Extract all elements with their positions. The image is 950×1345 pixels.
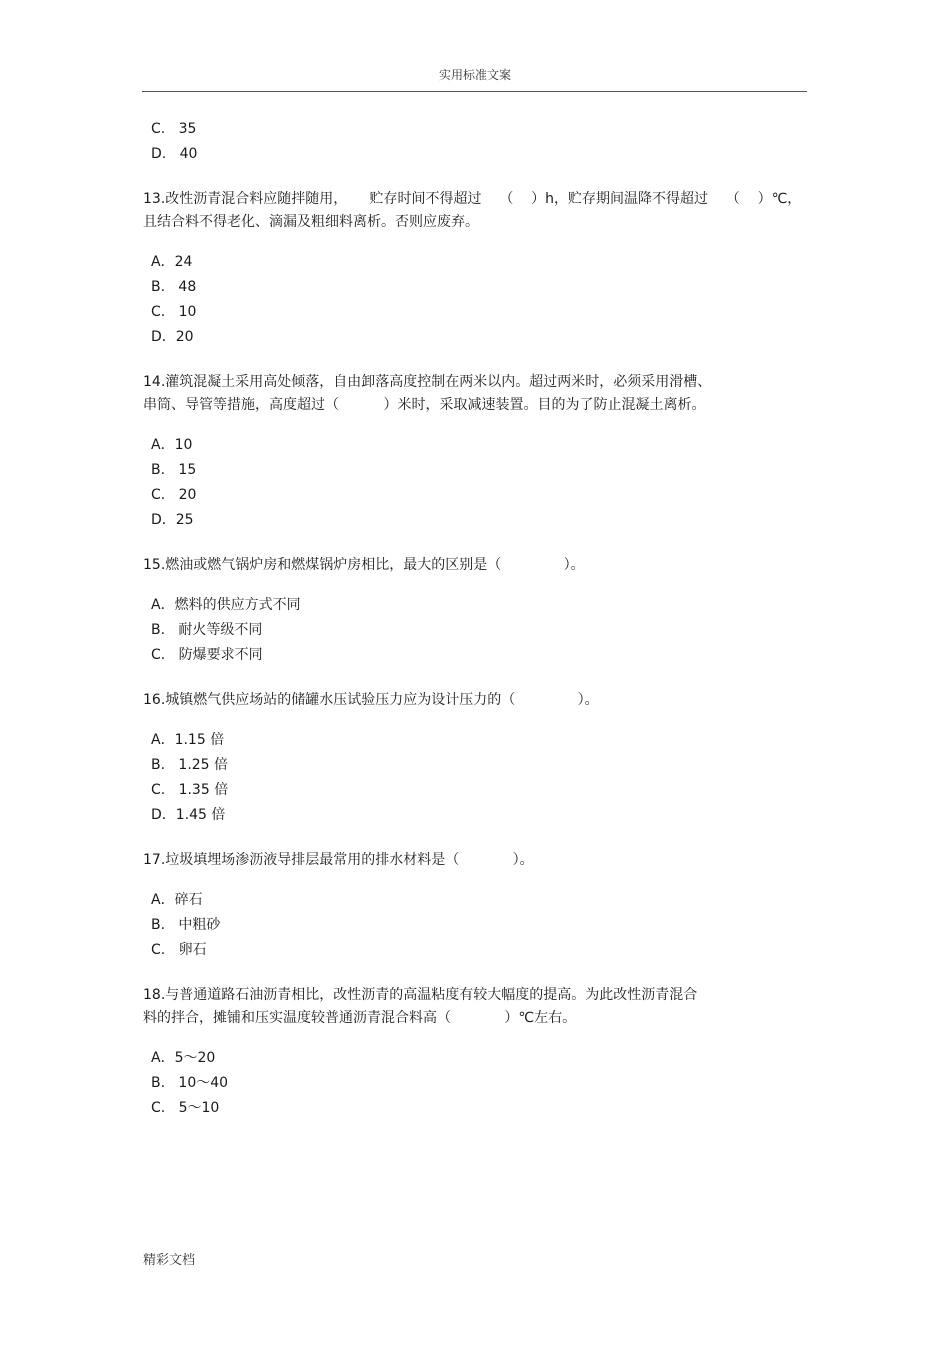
- page-footer-text: 精彩文档: [143, 1253, 196, 1268]
- option: C. 20: [151, 487, 197, 503]
- leading-options: [143, 117, 808, 167]
- option: D. 40: [151, 146, 198, 162]
- question-text-line: 且结合料不得老化、滴漏及粗细料离析。否则应废弃。: [143, 214, 479, 230]
- option: A．燃料的供应方式不同: [151, 597, 301, 613]
- question-13: [143, 188, 808, 234]
- option: C. 35: [151, 121, 197, 137]
- question-16-options: [143, 728, 808, 828]
- option: B. 48: [151, 279, 197, 295]
- option: C. 防爆要求不同: [151, 647, 263, 663]
- question-text-line: 17.垃圾填埋场渗沥液导排层最常用的排水材料是（ ）。: [143, 852, 534, 868]
- question-text-line: 18.与普通道路石油沥青相比，改性沥青的高温粘度有较大幅度的提高。为此改性沥青混合: [143, 987, 698, 1003]
- option: A．10: [151, 437, 193, 453]
- option: D．1.45 倍: [151, 807, 226, 823]
- question-text-line: 料的拌合，摊铺和压实温度较普通沥青混合料高（ ）℃左右。: [143, 1010, 577, 1026]
- question-17-options: [143, 888, 808, 963]
- option: B. 1.25 倍: [151, 757, 229, 773]
- option: A．1.15 倍: [151, 732, 225, 748]
- question-13-options: [143, 250, 808, 350]
- question-16: [143, 689, 808, 712]
- question-15-options: [143, 593, 808, 668]
- option: B. 中粗砂: [151, 917, 221, 933]
- header-divider: [142, 91, 807, 92]
- option: B. 10～40: [151, 1075, 229, 1091]
- question-17: [143, 849, 808, 872]
- option: A．24: [151, 254, 193, 270]
- question-text-line: 14.灌筑混凝土采用高处倾落，自由卸落高度控制在两米以内。超过两米时，必须采用滑槽、: [143, 374, 712, 390]
- option: C. 5～10: [151, 1100, 220, 1116]
- question-15: [143, 554, 808, 577]
- question-text-line: 串筒、导管等措施，高度超过（ ）米时，采取减速装置。目的为了防止混凝土离析。: [143, 397, 706, 413]
- page-header-title: 实用标准文案: [438, 68, 511, 82]
- option: D．25: [151, 512, 194, 528]
- question-14-options: [143, 433, 808, 533]
- question-18: [143, 984, 808, 1030]
- option: D．20: [151, 329, 194, 345]
- option: B. 耐火等级不同: [151, 622, 263, 638]
- option: C. 卵石: [151, 942, 207, 958]
- question-18-options: [143, 1046, 808, 1121]
- option: C. 1.35 倍: [151, 782, 229, 798]
- document-body: [143, 117, 808, 1121]
- question-14: [143, 371, 808, 417]
- option: B. 15: [151, 462, 197, 478]
- option: C. 10: [151, 304, 197, 320]
- option: A．碎石: [151, 892, 203, 908]
- question-text-line: 15.燃油或燃气锅炉房和燃煤锅炉房相比，最大的区别是（ ）。: [143, 557, 585, 573]
- question-text-line: 13.改性沥青混合料应随拌随用， 贮存时间不得超过 （ ）h，贮存期间温降不得超过 （ ）℃，: [143, 191, 802, 207]
- question-text-line: 16.城镇燃气供应场站的储罐水压试验压力应为设计压力的（ ）。: [143, 692, 599, 708]
- option: A．5～20: [151, 1050, 216, 1066]
